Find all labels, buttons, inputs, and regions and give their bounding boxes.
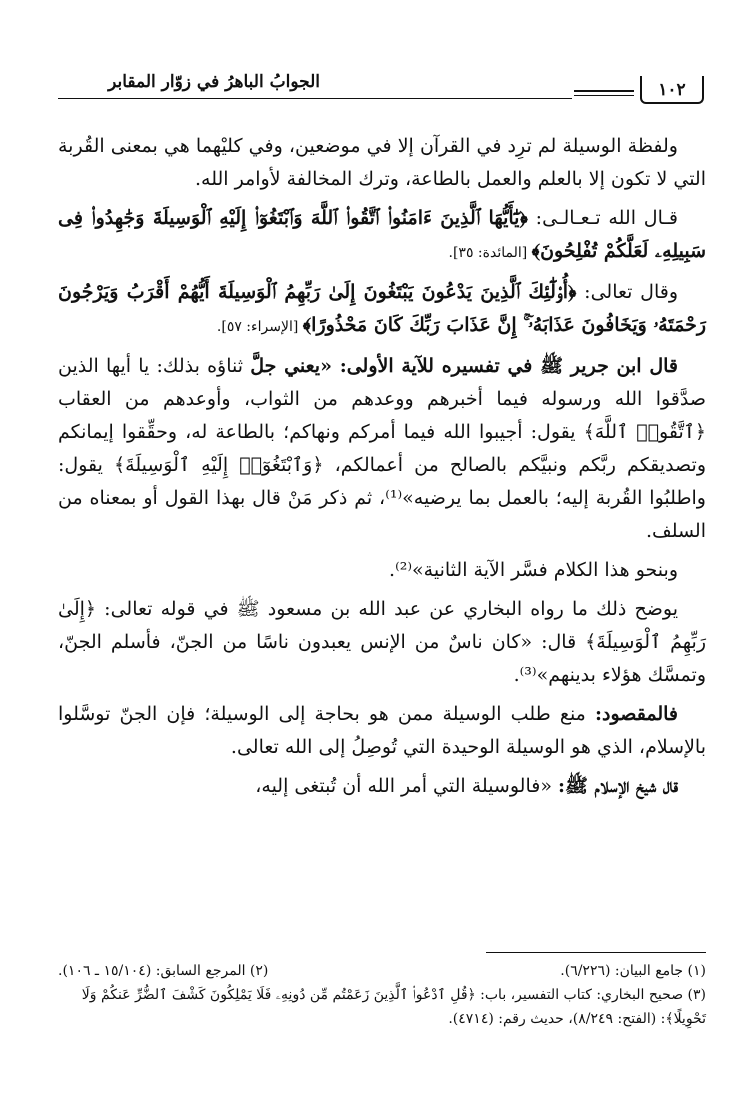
paragraph-4: [58, 350, 706, 548]
page-body: [58, 130, 706, 809]
paragraph-3: [58, 276, 706, 344]
quran-verse-maidah: ﴿يَٰٓأَيُّهَا ٱلَّذِينَ ءَامَنُوا۟ ٱتَّقُوا۟ ٱللَّهَ وَٱبْتَغُوٓا۟ إِلَيْهِ ٱلْوَسِيلَةَ وَجَٰهِدُوا۟ فِى سَبِيلِهِۦ لَعَلَّكُمْ تُفْلِحُونَ﴾: [58, 207, 706, 262]
header-rule: [58, 98, 572, 99]
header-double-line-lower: [574, 95, 634, 96]
page-number-box: [574, 78, 708, 104]
shaykh-text: «فالوسيلة التي أمر الله أن تُبتغى إليه،: [255, 775, 558, 797]
footnote-3: (٣) صحيح البخاري: كتاب التفسير، باب: ﴿قُلِ ٱدْعُوا۟ ٱلَّذِينَ زَعَمْتُم مِّن دُونِهِۦ فَلَا يَمْلِكُونَ كَشْفَ ٱلضُّرِّ عَنكُمْ وَلَا تَحْوِيلًا﴾: (الفتح: ٨/٢٤٩)، حديث رقم: (٤٧١٤).: [81, 987, 706, 1027]
footnotes: [58, 952, 706, 1031]
paragraph-2-lead: قـال الله تـعـالـى:: [527, 207, 679, 229]
ibn-jarir-lead: قال ابن جرير ﷺ في تفسيره للآية الأولى: «يعني جلَّ: [250, 355, 678, 377]
paragraph-8: [58, 770, 706, 803]
paragraph-7: [58, 698, 706, 764]
ibn-jarir-text: ثناؤه بذلك: يا أيها الذين صدَّقوا الله ورسوله فيما أخبرهم ووعدهم من الثواب، وأوعدهم من العقاب ﴿ٱتَّقُوا۟ ٱللَّهَ﴾ يقول: أجيبوا الله فيما أمركم ونهاكم؛ بالطاعة له، وحقِّقوا إيمانكم وتصديقكم ربَّكم ونبيَّكم بالصالح من أعمالكم، ﴿وَٱبْتَغُوٓا۟ إِلَيْهِ ٱلْوَسِيلَةَ﴾ يقول: واطلبُوا القُربة إليه؛ بالعمل بما يرضيه»⁽¹⁾، ثم ذكر مَنْ قال بهذا القول أو بمعناه من السلف.: [58, 355, 706, 542]
shaykh-lead: قال شيخ الإسلام ﷺ:: [558, 775, 678, 797]
quran-verse-isra: ﴿أُو۟لَٰٓئِكَ ٱلَّذِينَ يَدْعُونَ يَبْتَغُونَ إِلَىٰ رَبِّهِمُ ٱلْوَسِيلَةَ أَيُّهُمْ أَقْرَبُ وَيَرْجُونَ رَحْمَتَهُۥ وَيَخَافُونَ عَذَابَهُۥٓ ۚ إِنَّ عَذَابَ رَبِّكَ كَانَ مَحْذُورًا﴾: [58, 281, 706, 336]
paragraph-5: وبنحو هذا الكلام فسَّر الآية الثانية»⁽²⁾.: [389, 559, 678, 581]
conclusion-lead: فالمقصود:: [594, 703, 678, 725]
paragraph-1: ولفظة الوسيلة لم ترِد في القرآن إلا في موضعين، وفي كليْهما هي بمعنى القُربة التي لا تكون إلا بالعلم والعمل بالطاعة، وترك المخالفة لأوامر الله.: [58, 135, 706, 190]
conclusion-text: منع طلب الوسيلة ممن هو بحاجة إلى الوسيلة؛ فإن الجنّ توسَّلوا بالإسلام، الذي هو الوسيلة الوحيدة التي تُوصِلُ إلى الله تعالى.: [58, 703, 706, 758]
footnote-2: (٢) المرجع السابق: (١٥/١٠٤ ـ ١٠٦).: [58, 963, 269, 979]
page-header: [58, 70, 708, 110]
footnote-separator: [486, 952, 706, 953]
verse-citation-isra: [الإسراء: ٥٧].: [216, 319, 303, 335]
header-double-line: [574, 90, 634, 92]
paragraph-6: يوضح ذلك ما رواه البخاري عن عبد الله بن مسعود ﷺ في قوله تعالى: ﴿إِلَىٰ رَبِّهِمُ ٱلْوَسِيلَةَ﴾ قال: «كان ناسٌ من الإنس يعبدون ناسًا من الجنّ، فأسلم الجنّ، وتمسَّك هؤلاء بدينهم»⁽³⁾.: [58, 598, 706, 686]
footnote-row-1: [58, 959, 706, 983]
paragraph-2: [58, 202, 706, 270]
paragraph-3-lead: وقال تعالى:: [576, 281, 678, 303]
verse-citation-maidah: [المائدة: ٣٥].: [448, 245, 532, 261]
footnote-1: (١) جامع البيان: (٦/٢٢٦).: [560, 963, 706, 979]
book-title: الجوابُ الباهرُ في زوّار المقابر: [108, 72, 320, 92]
page-number: ١٠٢: [640, 76, 704, 104]
